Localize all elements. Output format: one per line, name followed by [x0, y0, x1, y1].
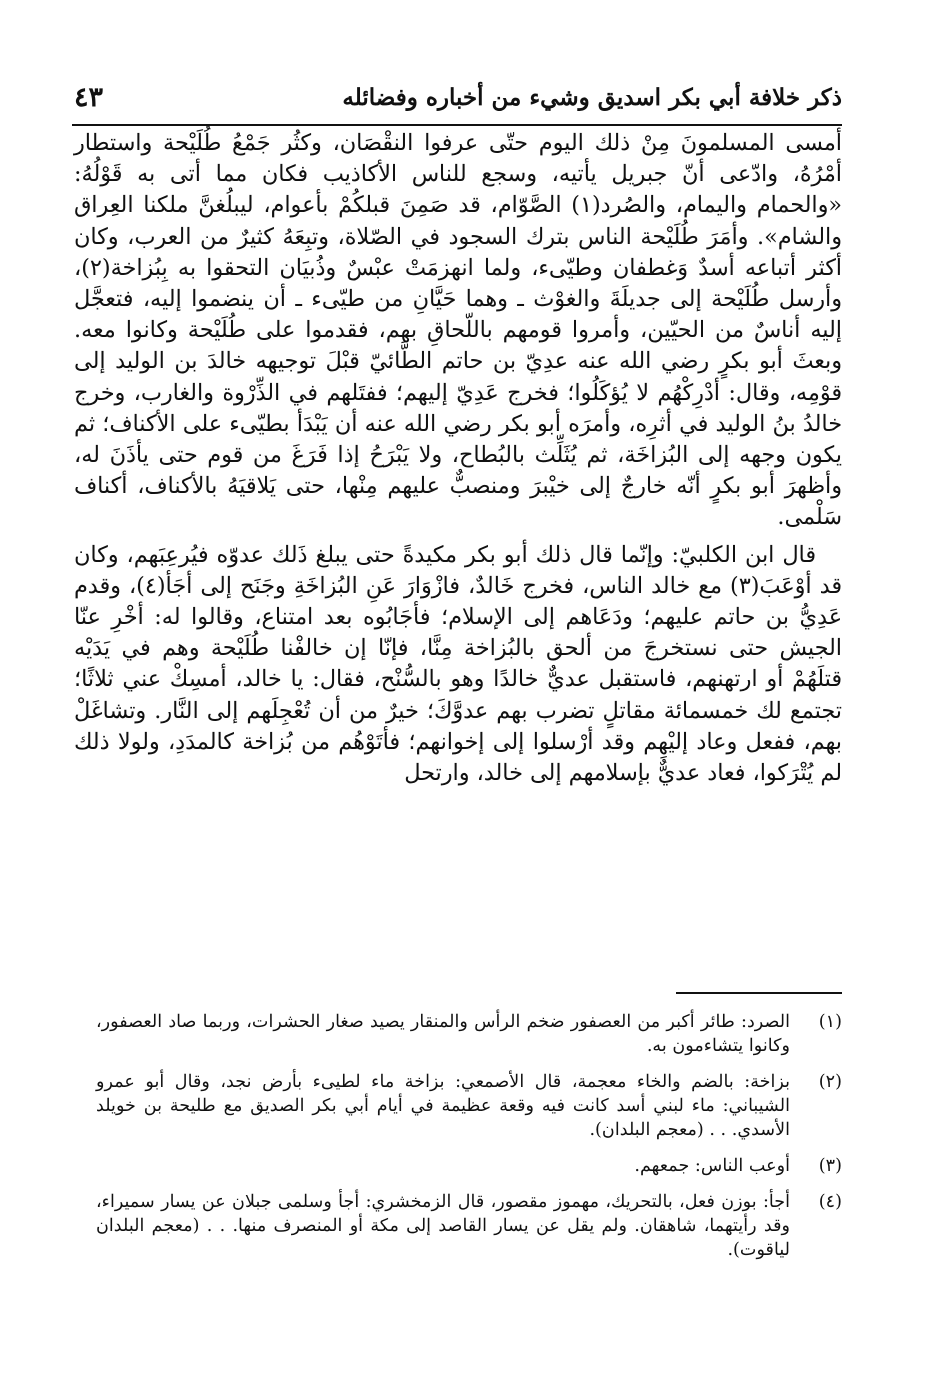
footnote-marker: (٢)	[818, 1072, 842, 1092]
footnote	[96, 1070, 842, 1142]
footnote-marker: (٣)	[818, 1156, 842, 1176]
footnote-text: الصرد: طائر أكبر من العصفور ضخم الرأس والمنقار يصيد صغار الحشرات، وربما صاد العصفور، وكانوا يتشاءمون به.	[96, 1012, 790, 1056]
footnote-marker: (٤)	[818, 1192, 842, 1212]
main-text	[74, 128, 842, 789]
running-header	[74, 80, 842, 120]
footnote	[96, 1154, 842, 1178]
paragraph: أمسى المسلمونَ مِنْ ذلك اليوم حتّى عرفوا النقْصَان، وكثُر جَمْعُ طُلَيْحة واستطار أمْرُهُ، وادّعى أنّ جبريل يأتيه، وسجع للناس الأكاذيب فكان مما أتى به قَوْلُهُ: «والحمام واليمام، والصُرد(١) الصَّوّام، قد صَمِنَ قبلكُمْ بأعوام، ليبلُغنَّ ملكنا العِراق والشام». وأمَرَ طُلَيْحة الناس بترك السجود في الصّلاة، وتبِعَهُ كثيرٌ من العرب، وكان أكثر أتباعه أسدٌ وَغطفان وطيّىء، ولما انهزمَتْ عبْسٌ وذُبيَان التحقوا به بِبُزاخة(٢)، وأرسل طُلَيْحة إلى جديلَةَ والغوْث ـ وهما حَيَّانِ من طيّىء ـ أن ينضموا إليه، فتعجَّل إليه أناسٌ من الحيّين، وأمروا قومهم باللّحاقِ بهم، فقدموا على طُلَيْحة وكانوا معه. وبعثَ أبو بكرٍ رضي الله عنه عدِيّ بن حاتم الطَّائيّ قبْلَ توجيهه خالدَ بن الوليد إلى قوْمِه، وقال: أدْرِكْهُم لا يُؤكَلُوا؛ فخرج عَدِيّ إليهم؛ ففتَلهم في الذِّرْوة والغارب، وخرج خالدُ بنُ الوليد في أثرِه، وأمرَه أبو بكر رضي الله عنه أن يَبْدَأ بطيّىء على الأكناف؛ ثم يكون وجهه إلى البُزاخَة، ثم يُثَلِّث بالبُطاح، ولا يَبْرَحُ إذا فَرَغَ من قوم حتى يأذَنَ له، وأظهرَ أبو بكرٍ أنّه خارجٌ إلى خيْبرَ ومنصبٌّ عليهم مِنْها، حتى يَلاقيَهُ بالأكناف، أكناف سَلْمى.	[74, 130, 842, 531]
footnote-text: بزاخة: بالضم والخاء معجمة، قال الأصمعي: بزاخة ماء لطيىء بأرض نجد، وقال أبو عمرو الشيباني: ماء لبني أسد كانت فيه وقعة عظيمة في أيام أبي بكر الصديق مع طليحة بن خويلد الأسدي. . . (معجم البلدان).	[96, 1072, 790, 1140]
footnote	[96, 1010, 842, 1058]
footnote-separator	[676, 992, 842, 994]
footnote-text: أوعب الناس: جمعهم.	[634, 1156, 790, 1176]
page-number: ٤٣	[74, 82, 104, 113]
running-title: ذكر خلافة أبي بكر اسديق وشيء من أخباره وفضائله	[342, 84, 842, 111]
footnote-text: أجأ: بوزن فعل، بالتحريك، مهموز مقصور، قال الزمخشري: أجأ وسلمى جبلان عن يسار سميراء، وقد رأيتهما، شاهقان. ولم يقل عن يسار القاصد إلى مكة أو المنصرف منها. . . (معجم البلدان لياقوت).	[96, 1192, 790, 1260]
header-rule	[72, 124, 842, 126]
paragraph: قال ابن الكلبيّ: وإنّما قال ذلك أبو بكر مكيدةً حتى يبلغ ذَلك عدوّه فيُرعِبَهم، وكان قد أوْعَبَ(٣) مع خالد الناس، فخرج خَالدٌ، فازْوَارَ عَنِ البُزاخَةِ وجَنَح إلى أجَأ(٤)، وقدم عَدِيُّ بن حاتم عليهم؛ ودَعَاهم إلى الإسلام؛ فأجَابُوه بعد امتناع، وقالوا له: أخْرِ عنّا الجيش حتى نستخرجَ من ألحق بالبُزاخة مِنَّا، فإنّا إن خالفْنا طُلَيْحة وهم في يَدَيْه قتلَهُمْ أو ارتهنهم، فاستقبل عديٌّ خالدًا وهو بالسُّنْح، فقال: يا خالد، أمسِكْ عني ثلاثًا؛ تجتمع لك خمسمائة مقاتلٍ تضرب بهم عدوَّكَ؛ خيرٌ من أن تُعْجِلَهم إلى النَّار. وتشاغَلْ بهم، ففعل وعاد إليْهِم وقد أرْسلوا إلى إخوانهم؛ فأتَوْهُم من بُزاخة كالمدَدِ، ولولا ذلك لم يُتْرَكوا، فعاد عديٌّ بإسلامهم إلى خالد، وارتحل	[74, 541, 842, 787]
footnote-marker: (١)	[818, 1012, 842, 1032]
footnote	[96, 1190, 842, 1262]
footnotes	[96, 1010, 842, 1274]
